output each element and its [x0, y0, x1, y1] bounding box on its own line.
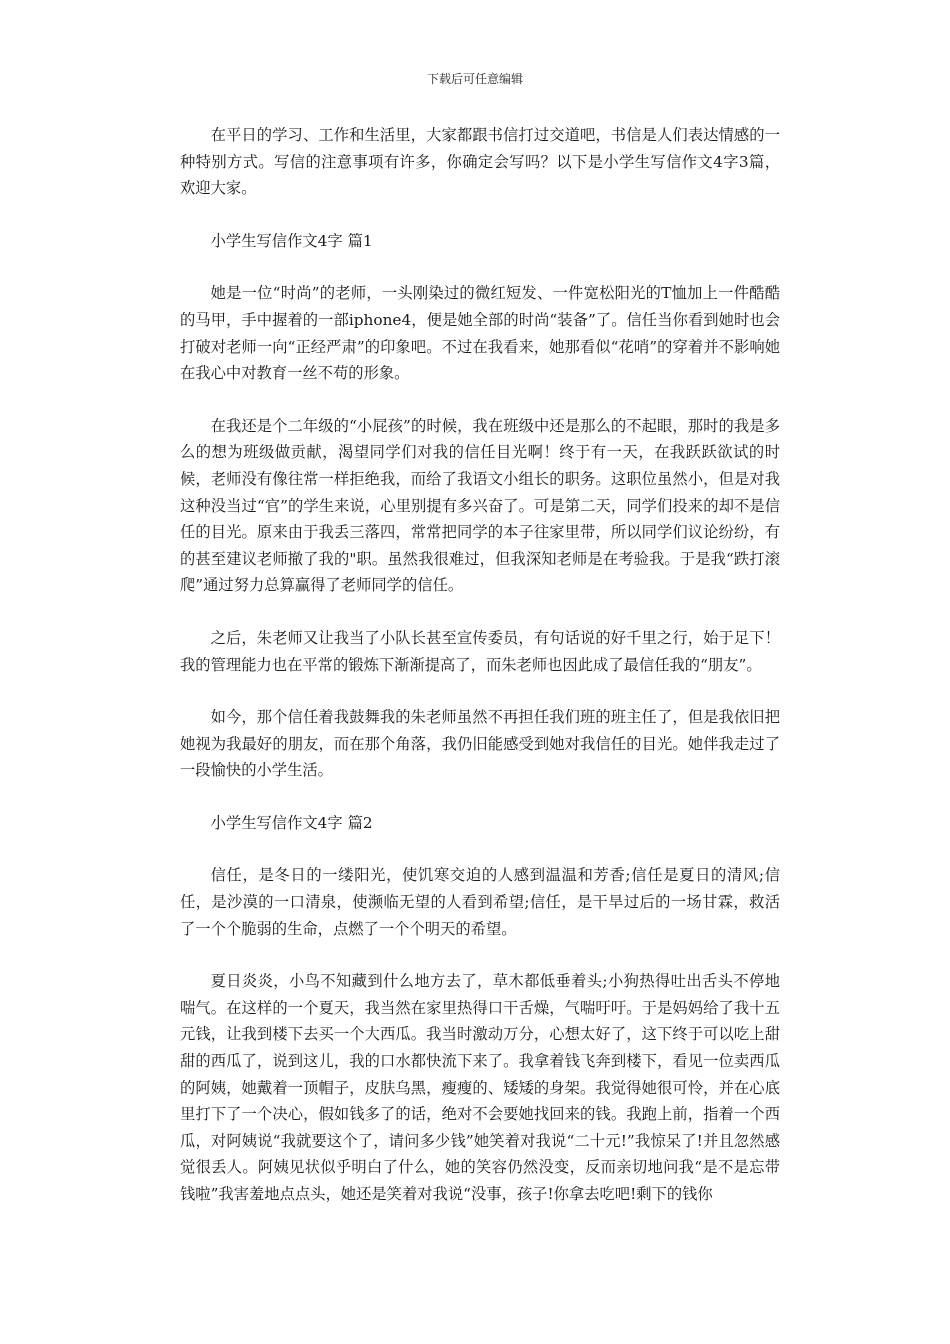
intro-paragraph: 在平日的学习、工作和生活里，大家都跟书信打过交道吧，书信是人们表达情感的一种特别方式。写信的注意事项有许多，你确定会写吗？以下是小学生写信作文4字3篇，欢迎大家。: [180, 126, 780, 198]
section-1-paragraph-4: 如今，那个信任着我鼓舞我的朱老师虽然不再担任我们班的班主任了，但是我依旧把她视为我最好的朋友，而在那个角落，我仍旧能感受到她对我信任的目光。她伴我走过了一段愉快的小学生活。: [180, 708, 780, 780]
section-2-paragraph-2: 夏日炎炎，小鸟不知藏到什么地方去了，草木都低垂着头;小狗热得吐出舌头不停地喘气。在这样的一个夏天，我当然在家里热得口干舌燥，气喘吁吁。于是妈妈给了我十五元钱，让我到楼下去买一个大西瓜。我当时激动万分，心想太好了，这下终于可以吃上甜甜的西瓜了，说到这儿，我的口水都快流下来了。我拿着钱飞奔到楼下，看见一位卖西瓜的阿姨，她戴着一顶帽子，皮肤乌黑，瘦瘦的、矮矮的身架。我觉得她很可怜，并在心底里打下了一个决心，假如钱多了的话，绝对不会要她找回来的钱。我跑上前，指着一个西瓜，对阿姨说“我就要这个了，请问多少钱”她笑着对我说“二十元!”我惊呆了!并且忽然感觉很丢人。阿姨见状似乎明白了什么，她的笑容仍然没变，反而亲切地问我“是不是忘带钱啦”我害羞地点点头，她还是笑着对我说“没事，孩子!你拿去吃吧!剩下的钱你: [180, 972, 780, 1203]
page-header: 下载后可任意编辑: [426, 72, 523, 86]
document-body: [180, 122, 780, 1234]
section-1-paragraph-3: 之后，朱老师又让我当了小队长甚至宣传委员，有句话说的好千里之行，始于足下！我的管理能力也在平常的锻炼下渐渐提高了，而朱老师也因此成了最信任我的“朋友”。: [180, 628, 780, 674]
section-1-paragraph-2: 在我还是个二年级的“小屁孩”的时候，我在班级中还是那么的不起眼，那时的我是多么的想为班级做贡献，渴望同学们对我的信任目光啊！终于有一天，在我跃跃欲试的时候，老师没有像往常一样拒绝我，而给了我语文小组长的职务。这职位虽然小，但是对我这种没当过“官”的学生来说，心里别提有多兴奋了。可是第二天，同学们投来的却不是信任的目光。原来由于我丢三落四，常常把同学的本子往家里带，所以同学们议论纷纷，有的甚至建议老师撤了我的"职。虽然我很难过，但我深知老师是在考验我。于是我“跌打滚爬”通过努力总算赢得了老师同学的信任。: [180, 416, 780, 595]
section-2-paragraph-1: 信任，是冬日的一缕阳光，使饥寒交迫的人感到温温和芳香;信任是夏日的清风;信任，是沙漠的一口清泉，使濒临无望的人看到希望;信任，是干旱过后的一场甘霖，救活了一个个脆弱的生命，点燃了一个个明天的希望。: [180, 866, 780, 938]
section-1-paragraph-1: 她是一位“时尚”的老师，一头刚染过的微红短发、一件宽松阳光的T恤加上一件酷酷的马甲，手中握着的一部iphone4，便是她全部的时尚“装备”了。信任当你看到她时也会打破对老师一向“正经严肃”的印象吧。不过在我看来，她那看似“花哨”的穿着并不影响她在我心中对教育一丝不苟的形象。: [180, 284, 780, 383]
section-2-title: 小学生写信作文4字 篇2: [210, 813, 373, 832]
section-1-title: 小学生写信作文4字 篇1: [210, 231, 373, 250]
